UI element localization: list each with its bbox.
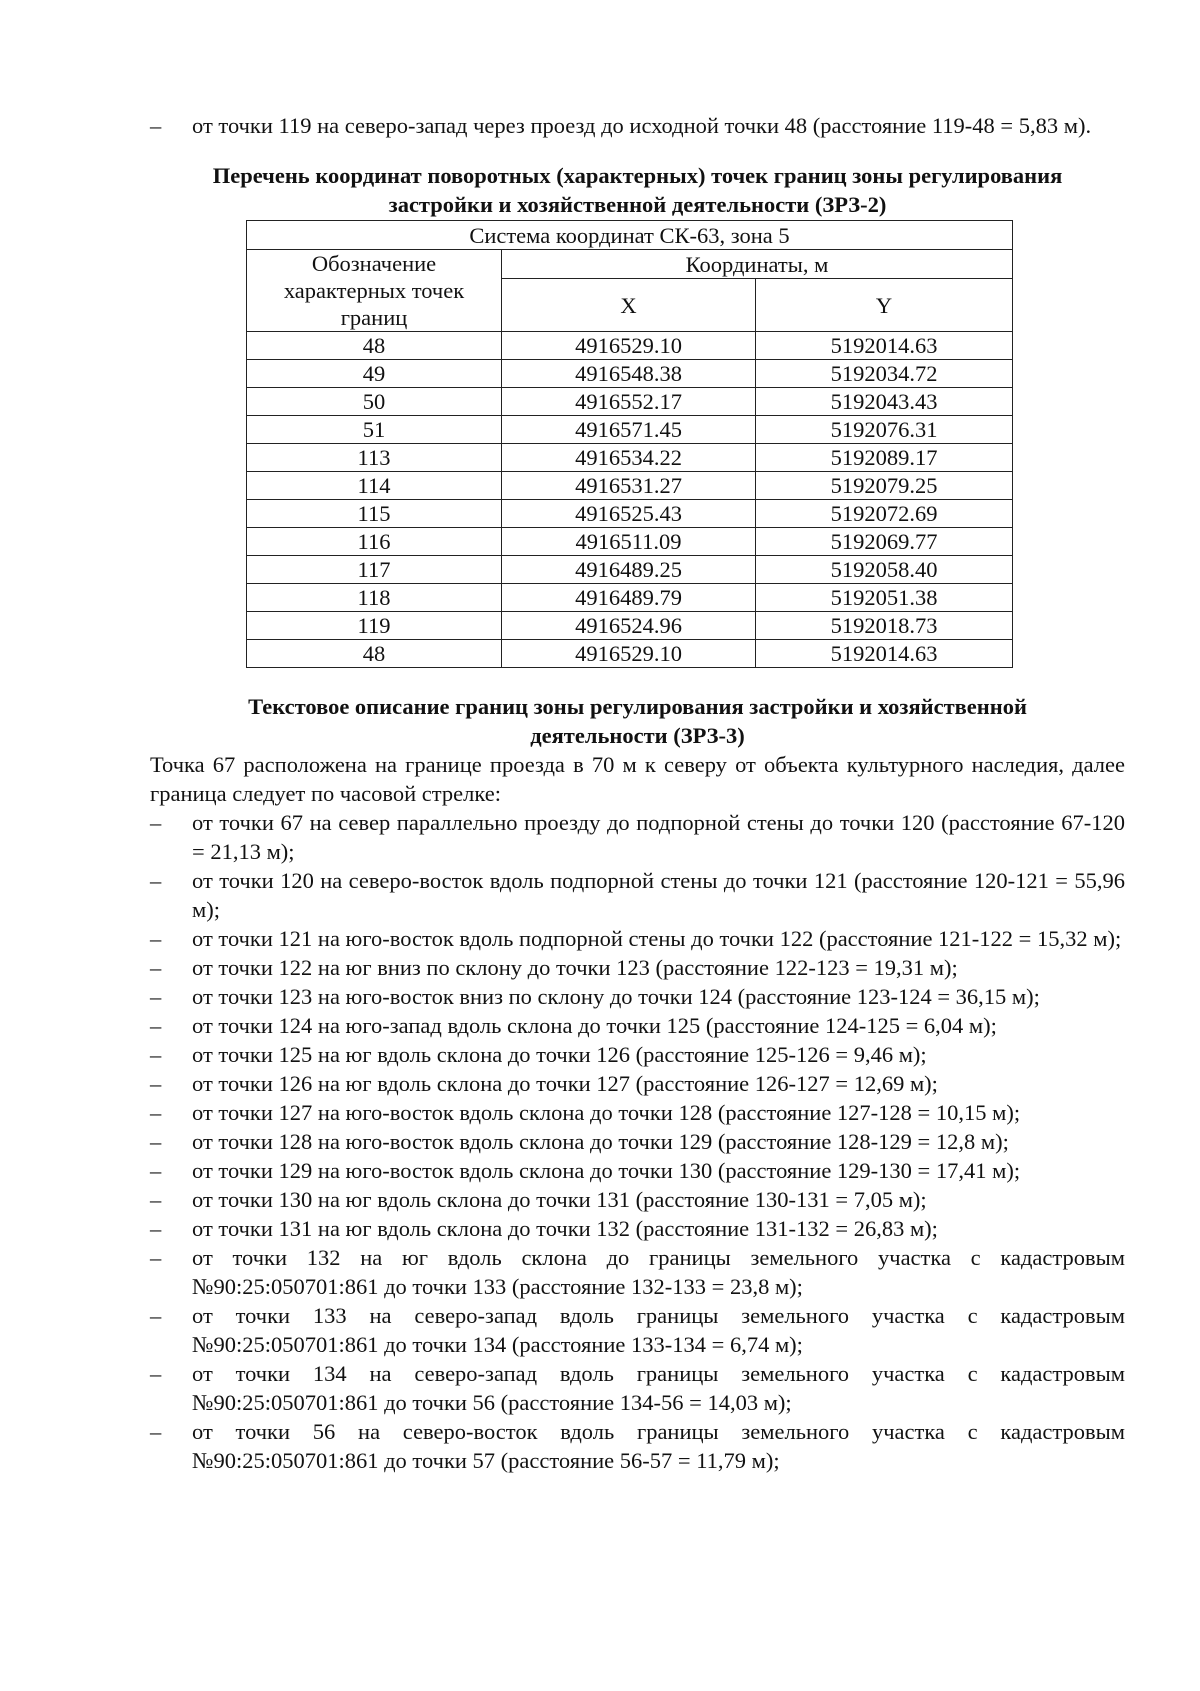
point-cell: 116 <box>247 528 502 556</box>
list-dash: – <box>150 984 162 1009</box>
list-item-text: от точки 124 на юго-запад вдоль склона до точки 125 (расстояние 124-125 = 6,04 м); <box>192 1013 997 1038</box>
table-row <box>247 612 1013 640</box>
x-cell: 4916552.17 <box>502 388 756 416</box>
x-cell: 4916571.45 <box>502 416 756 444</box>
list-item <box>150 1243 1125 1301</box>
list-dash: – <box>150 1419 162 1444</box>
list-item-text: от точки 131 на юг вдоль склона до точки 132 (расстояние 131-132 = 26,83 м); <box>192 1216 938 1241</box>
y-cell: 5192043.43 <box>756 388 1013 416</box>
point-cell: 119 <box>247 612 502 640</box>
list-item <box>150 1417 1125 1475</box>
y-cell: 5192072.69 <box>756 500 1013 528</box>
point-cell: 51 <box>247 416 502 444</box>
table-row <box>247 640 1013 668</box>
table-row <box>247 556 1013 584</box>
x-cell: 4916529.10 <box>502 640 756 668</box>
list-item-text: от точки 133 на северо-запад вдоль границы земельного участка с кадастровым №90:25:050701:861 до точки 134 (расстояние 133-134 = 6,74 м); <box>192 1303 1125 1357</box>
list-dash: – <box>150 113 162 138</box>
point-cell: 48 <box>247 640 502 668</box>
table-heading <box>150 161 1125 219</box>
list-dash: – <box>150 1100 162 1125</box>
table-row <box>247 444 1013 472</box>
list-item-text: от точки 67 на север параллельно проезду до подпорной стены до точки 120 (расстояние 67-120 = 21,13 м); <box>192 810 1125 864</box>
point-cell: 49 <box>247 360 502 388</box>
list-item <box>150 1069 1125 1098</box>
list-item-text: от точки 122 на юг вниз по склону до точки 123 (расстояние 122-123 = 19,31 м); <box>192 955 958 980</box>
x-cell: 4916529.10 <box>502 332 756 360</box>
table-row <box>247 584 1013 612</box>
list-dash: – <box>150 926 162 951</box>
y-cell: 5192089.17 <box>756 444 1013 472</box>
list-item <box>150 953 1125 982</box>
coordinates-table <box>246 220 1013 668</box>
list-dash: – <box>150 1071 162 1096</box>
x-cell: 4916548.38 <box>502 360 756 388</box>
list-item <box>150 1301 1125 1359</box>
list-item-text: от точки 125 на юг вдоль склона до точки 126 (расстояние 125-126 = 9,46 м); <box>192 1042 927 1067</box>
document-content <box>150 111 1125 1475</box>
list-dash: – <box>150 1158 162 1183</box>
list-item-text: от точки 129 на юго-восток вдоль склона до точки 130 (расстояние 129-130 = 17,41 м); <box>192 1158 1021 1183</box>
y-cell: 5192076.31 <box>756 416 1013 444</box>
point-label-header: Обозначение характерных точек границ <box>247 250 502 332</box>
y-cell: 5192034.72 <box>756 360 1013 388</box>
list-item-text: от точки 120 на северо-восток вдоль подпорной стены до точки 121 (расстояние 120-121 = 55,96 м); <box>192 868 1125 922</box>
list-item-text: от точки 130 на юг вдоль склона до точки 131 (расстояние 130-131 = 7,05 м); <box>192 1187 927 1212</box>
list-item-text: от точки 119 на северо-запад через проезд до исходной точки 48 (расстояние 119-48 = 5,83 м). <box>192 113 1092 138</box>
list-dash: – <box>150 955 162 980</box>
table-row <box>247 500 1013 528</box>
list-item <box>150 1185 1125 1214</box>
list-dash: – <box>150 1013 162 1038</box>
x-header: X <box>502 279 756 332</box>
list-item-text: от точки 121 на юго-восток вдоль подпорной стены до точки 122 (расстояние 121-122 = 15,32 м); <box>192 926 1122 951</box>
list-item-top <box>150 111 1125 140</box>
section-heading-line2: деятельности (ЗРЗ-3) <box>530 723 745 748</box>
y-cell: 5192058.40 <box>756 556 1013 584</box>
list-item-text: от точки 127 на юго-восток вдоль склона до точки 128 (расстояние 127-128 = 10,15 м); <box>192 1100 1021 1125</box>
y-cell: 5192018.73 <box>756 612 1013 640</box>
section-heading-line1: Текстовое описание границ зоны регулирования застройки и хозяйственной <box>248 694 1027 719</box>
x-cell: 4916525.43 <box>502 500 756 528</box>
list-dash: – <box>150 1303 162 1328</box>
table-row <box>247 472 1013 500</box>
list-item-text: от точки 56 на северо-восток вдоль границы земельного участка с кадастровым №90:25:050701:861 до точки 57 (расстояние 56-57 = 11,79 м); <box>192 1419 1125 1473</box>
table-row <box>247 332 1013 360</box>
table-row <box>247 528 1013 556</box>
coordinates-rows <box>247 332 1013 668</box>
list-dash: – <box>150 1361 162 1386</box>
list-dash: – <box>150 1187 162 1212</box>
x-cell: 4916531.27 <box>502 472 756 500</box>
y-header: Y <box>756 279 1013 332</box>
table-row <box>247 416 1013 444</box>
section-heading <box>150 692 1125 750</box>
y-cell: 5192069.77 <box>756 528 1013 556</box>
coordinates-header: Координаты, м <box>502 250 1013 279</box>
list-item-text: от точки 134 на северо-запад вдоль границы земельного участка с кадастровым №90:25:050701:861 до точки 56 (расстояние 134-56 = 14,03 м); <box>192 1361 1125 1415</box>
list-item <box>150 1098 1125 1127</box>
point-cell: 50 <box>247 388 502 416</box>
point-cell: 113 <box>247 444 502 472</box>
list-item <box>150 1040 1125 1069</box>
list-dash: – <box>150 868 162 893</box>
list-item <box>150 1214 1125 1243</box>
x-cell: 4916524.96 <box>502 612 756 640</box>
list-item <box>150 1156 1125 1185</box>
y-cell: 5192079.25 <box>756 472 1013 500</box>
list-item-text: от точки 126 на юг вдоль склона до точки 127 (расстояние 126-127 = 12,69 м); <box>192 1071 938 1096</box>
table-row <box>247 388 1013 416</box>
list-item <box>150 808 1125 866</box>
list-dash: – <box>150 1245 162 1270</box>
table-heading-line2: застройки и хозяйственной деятельности (ЗРЗ-2) <box>388 192 887 217</box>
point-cell: 117 <box>247 556 502 584</box>
boundary-list <box>150 808 1125 1475</box>
list-item <box>150 1127 1125 1156</box>
x-cell: 4916489.25 <box>502 556 756 584</box>
list-item <box>150 1011 1125 1040</box>
coordinate-system-header: Система координат СК-63, зона 5 <box>247 221 1013 250</box>
point-cell: 48 <box>247 332 502 360</box>
table-heading-line1: Перечень координат поворотных (характерных) точек границ зоны регулирования <box>212 163 1063 188</box>
list-item <box>150 866 1125 924</box>
point-cell: 115 <box>247 500 502 528</box>
list-dash: – <box>150 1129 162 1154</box>
list-item <box>150 1359 1125 1417</box>
list-item <box>150 924 1125 953</box>
list-item <box>150 982 1125 1011</box>
table-row <box>247 360 1013 388</box>
x-cell: 4916511.09 <box>502 528 756 556</box>
x-cell: 4916534.22 <box>502 444 756 472</box>
y-cell: 5192014.63 <box>756 640 1013 668</box>
list-item-text: от точки 123 на юго-восток вниз по склону до точки 124 (расстояние 123-124 = 36,15 м); <box>192 984 1040 1009</box>
list-item-text: от точки 132 на юг вдоль склона до границы земельного участка с кадастровым №90:25:050701:861 до точки 133 (расстояние 132-133 = 23,8 м); <box>192 1245 1125 1299</box>
y-cell: 5192014.63 <box>756 332 1013 360</box>
list-dash: – <box>150 1216 162 1241</box>
list-dash: – <box>150 810 162 835</box>
point-cell: 114 <box>247 472 502 500</box>
list-dash: – <box>150 1042 162 1067</box>
y-cell: 5192051.38 <box>756 584 1013 612</box>
x-cell: 4916489.79 <box>502 584 756 612</box>
list-item-text: от точки 128 на юго-восток вдоль склона до точки 129 (расстояние 128-129 = 12,8 м); <box>192 1129 1009 1154</box>
intro-paragraph: Точка 67 расположена на границе проезда в 70 м к северу от объекта культурного наследия, далее граница следует по часовой стрелке: <box>150 752 1125 806</box>
point-cell: 118 <box>247 584 502 612</box>
